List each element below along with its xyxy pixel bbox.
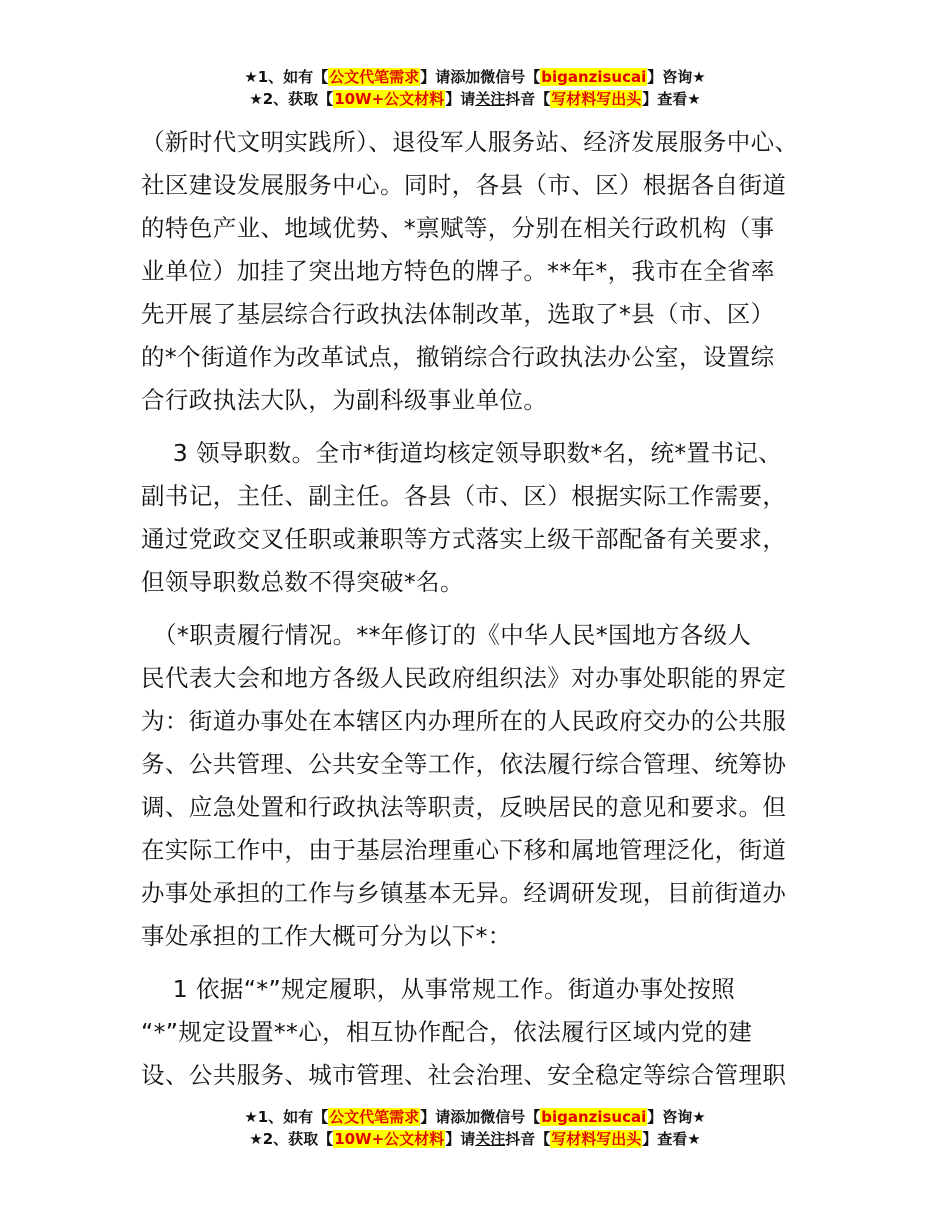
header-highlight-service: 公文代笔需求: [329, 68, 420, 86]
footer-underlined-follow: 关注: [475, 1130, 506, 1148]
text-line: 通过党政交叉任职或兼职等方式落实上级干部配备有关要求，: [141, 525, 787, 553]
text-line: 办事处承担的工作与乡镇基本无异。经调研发现，目前街道办: [141, 879, 787, 907]
header-highlight-wechat-id: biganzisucai: [541, 68, 647, 86]
text-line: 的*个街道作为改革试点，撤销综合行政执法办公室，设置综: [141, 343, 775, 371]
text-line: 但领导职数总数不得突破*名。: [141, 568, 464, 596]
text-line: 民代表大会和地方各级人民政府组织法》对办事处职能的界定: [141, 664, 787, 692]
document-body: [141, 121, 831, 1097]
text-line: 的特色产业、地域优势、*禀赋等，分别在相关行政机构（事: [141, 214, 775, 242]
paragraph: [141, 121, 831, 422]
text-line: 3 领导职数。全市*街道均核定领导职数*名，统*置书记、: [141, 439, 783, 467]
header-banner-line-1: ★1、如有【公文代笔需求】请添加微信号【biganzisucai】咨询★: [244, 68, 706, 86]
text-line: 先开展了基层综合行政执法体制改革，选取了*县（市、区）: [141, 300, 775, 328]
text-line: （新时代文明实践所）、退役军人服务站、经济发展服务中心、: [141, 128, 799, 156]
paragraph: [141, 968, 831, 1097]
header-banner-line-2: ★2、获取【10W+公文材料】请关注抖音【写材料写出头】查看★: [249, 90, 701, 108]
footer-banner-line-2: ★2、获取【10W+公文材料】请关注抖音【写材料写出头】查看★: [249, 1130, 701, 1148]
header-underlined-follow: 关注: [475, 90, 506, 108]
text-line: 社区建设发展服务中心。同时，各县（市、区）根据各自街道: [141, 171, 787, 199]
text-line: 合行政执法大队，为副科级事业单位。: [141, 386, 548, 414]
text-line: 调、应急处置和行政执法等职责，反映居民的意见和要求。但: [141, 793, 787, 821]
text-line: 1 依据“*”规定履职，从事常规工作。街道办事处按照: [141, 975, 736, 1003]
header-highlight-douyin: 写材料写出头: [551, 90, 642, 108]
footer-banner: [0, 1106, 950, 1150]
paragraph: [141, 614, 831, 958]
text-line: 设、公共服务、城市管理、社会治理、安全稳定等综合管理职: [141, 1061, 787, 1089]
text-line: “*”规定设置**心，相互协作配合，依法履行区域内党的建: [141, 1018, 753, 1046]
text-line: 务、公共管理、公共安全等工作，依法履行综合管理、统筹协: [141, 750, 787, 778]
text-line: 副书记，主任、副主任。各县（市、区）根据实际工作需要，: [141, 482, 787, 510]
text-line: 业单位）加挂了突出地方特色的牌子。**年*，我市在全省率: [141, 257, 775, 285]
footer-highlight-douyin: 写材料写出头: [551, 1130, 642, 1148]
text-line: 事处承担的工作大概可分为以下*：: [141, 922, 512, 950]
footer-highlight-materials: 10W+公文材料: [334, 1130, 445, 1148]
footer-highlight-wechat-id: biganzisucai: [541, 1108, 647, 1126]
header-highlight-materials: 10W+公文材料: [334, 90, 445, 108]
footer-highlight-service: 公文代笔需求: [329, 1108, 420, 1126]
text-line: 为：街道办事处在本辖区内办理所在的人民政府交办的公共服: [141, 707, 787, 735]
text-line: （*职责履行情况。**年修订的《中华人民*国地方各级人: [141, 621, 752, 649]
header-banner: [0, 66, 950, 110]
text-line: 在实际工作中，由于基层治理重心下移和属地管理泛化，街道: [141, 836, 787, 864]
paragraph: [141, 432, 831, 604]
footer-banner-line-1: ★1、如有【公文代笔需求】请添加微信号【biganzisucai】咨询★: [244, 1108, 706, 1126]
